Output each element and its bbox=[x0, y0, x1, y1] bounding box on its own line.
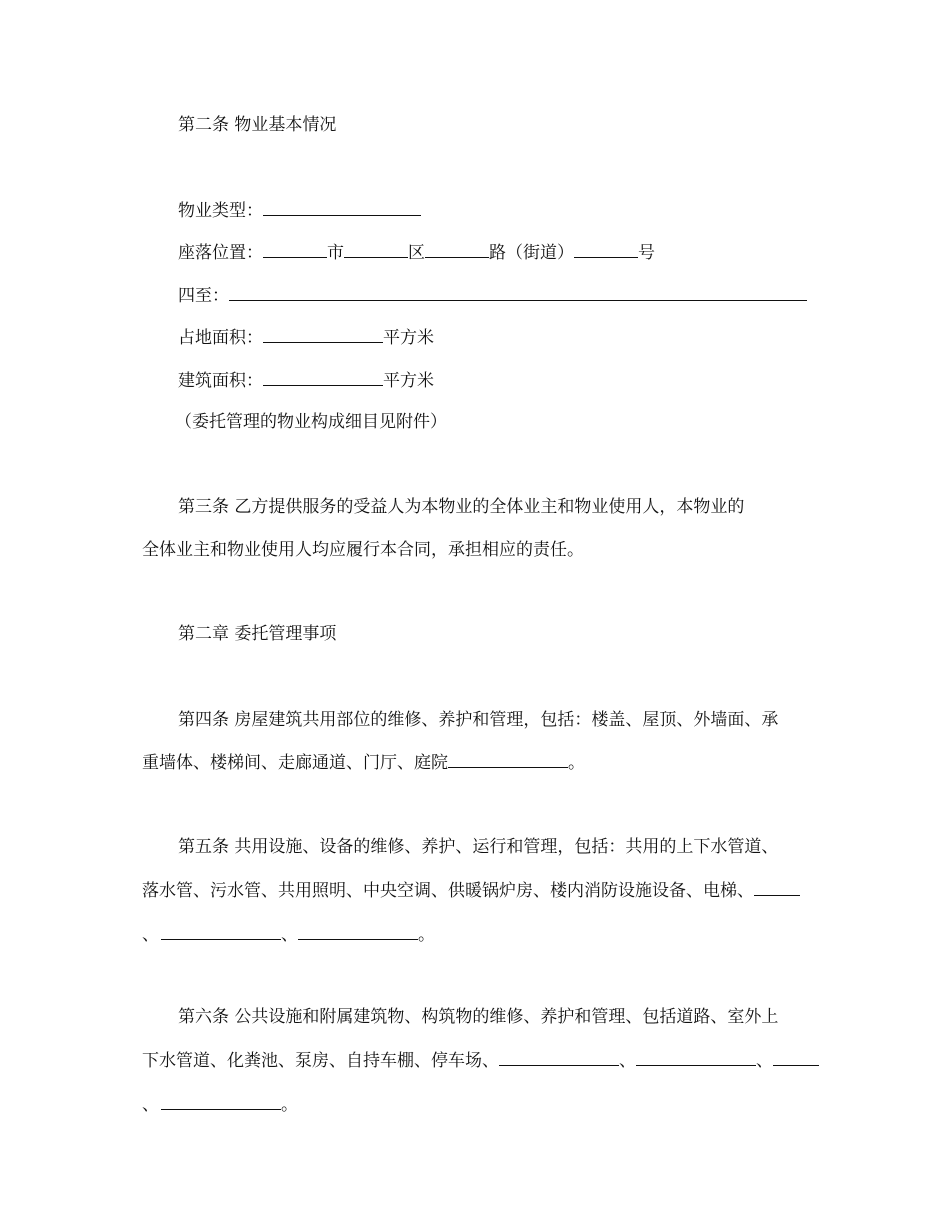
boundary-row bbox=[178, 284, 807, 307]
article-6-blank-2 bbox=[636, 1049, 756, 1066]
location-row bbox=[178, 241, 655, 264]
article-2-title: 第二条 物业基本情况 bbox=[178, 115, 337, 135]
article-5-sep-2: 、 bbox=[281, 925, 298, 945]
property-type-row bbox=[178, 199, 421, 222]
building-area-label: 建筑面积： bbox=[178, 371, 263, 391]
article-3-line-2: 全体业主和物业使用人均应履行本合同，承担相应的责任。 bbox=[142, 540, 584, 560]
attachment-note: （委托管理的物业构成细目见附件） bbox=[175, 412, 447, 432]
article-5-line-2 bbox=[142, 879, 800, 902]
article-6-line-1: 第六条 公共设施和附属建筑物、构筑物的维修、养护和管理、包括道路、室外上 bbox=[178, 1007, 779, 1027]
building-area-unit: 平方米 bbox=[383, 371, 434, 391]
land-area-blank bbox=[263, 326, 383, 343]
article-6-sep-3: 、 bbox=[142, 1095, 159, 1115]
location-label: 座落位置： bbox=[178, 243, 263, 263]
article-6-sep-1: 、 bbox=[619, 1051, 636, 1071]
article-5-sep-1: 、 bbox=[142, 925, 159, 945]
article-6-end: 。 bbox=[281, 1095, 298, 1115]
article-5-blank-2 bbox=[161, 923, 281, 940]
road-blank bbox=[425, 241, 489, 258]
district-blank bbox=[344, 241, 408, 258]
article-4-line-1: 第四条 房屋建筑共用部位的维修、养护和管理，包括：楼盖、屋顶、外墙面、承 bbox=[178, 710, 779, 730]
city-blank bbox=[263, 241, 327, 258]
article-6-sep-2: 、 bbox=[756, 1051, 773, 1071]
road-label: 路（街道） bbox=[489, 243, 574, 263]
building-area-row bbox=[178, 369, 434, 392]
article-6-blank-4 bbox=[161, 1093, 281, 1110]
article-5-blank-1 bbox=[754, 879, 800, 896]
article-6-line-2 bbox=[142, 1049, 819, 1072]
land-area-label: 占地面积： bbox=[178, 328, 263, 348]
number-label: 号 bbox=[638, 243, 655, 263]
article-6-text: 下水管道、化粪池、泵房、自持车棚、停车场、 bbox=[142, 1051, 499, 1071]
article-5-text: 落水管、污水管、共用照明、中央空调、供暖锅炉房、楼内消防设施设备、电梯、 bbox=[142, 881, 754, 901]
building-area-blank bbox=[263, 369, 383, 386]
property-type-blank bbox=[263, 199, 421, 216]
article-6-blank-1 bbox=[499, 1049, 619, 1066]
article-6-line-3 bbox=[142, 1093, 298, 1116]
article-6-blank-3 bbox=[773, 1049, 819, 1066]
land-area-row bbox=[178, 326, 434, 349]
article-5-line-1: 第五条 共用设施、设备的维修、养护、运行和管理，包括：共用的上下水管道、 bbox=[178, 837, 779, 857]
chapter-2-title: 第二章 委托管理事项 bbox=[178, 624, 337, 644]
article-3-line-1: 第三条 乙方提供服务的受益人为本物业的全体业主和物业使用人，本物业的 bbox=[178, 497, 745, 517]
article-4-end: 。 bbox=[568, 753, 585, 773]
boundary-blank bbox=[229, 284, 807, 301]
land-area-unit: 平方米 bbox=[383, 328, 434, 348]
article-4-blank bbox=[448, 751, 568, 768]
district-label: 区 bbox=[408, 243, 425, 263]
article-5-end: 。 bbox=[418, 925, 435, 945]
article-4-text: 重墙体、楼梯间、走廊通道、门厅、庭院 bbox=[142, 753, 448, 773]
article-4-line-2 bbox=[142, 751, 585, 774]
city-label: 市 bbox=[327, 243, 344, 263]
boundary-label: 四至： bbox=[178, 286, 229, 306]
article-5-blank-3 bbox=[298, 923, 418, 940]
property-type-label: 物业类型： bbox=[178, 201, 263, 221]
number-blank bbox=[574, 241, 638, 258]
article-5-line-3 bbox=[142, 923, 435, 946]
